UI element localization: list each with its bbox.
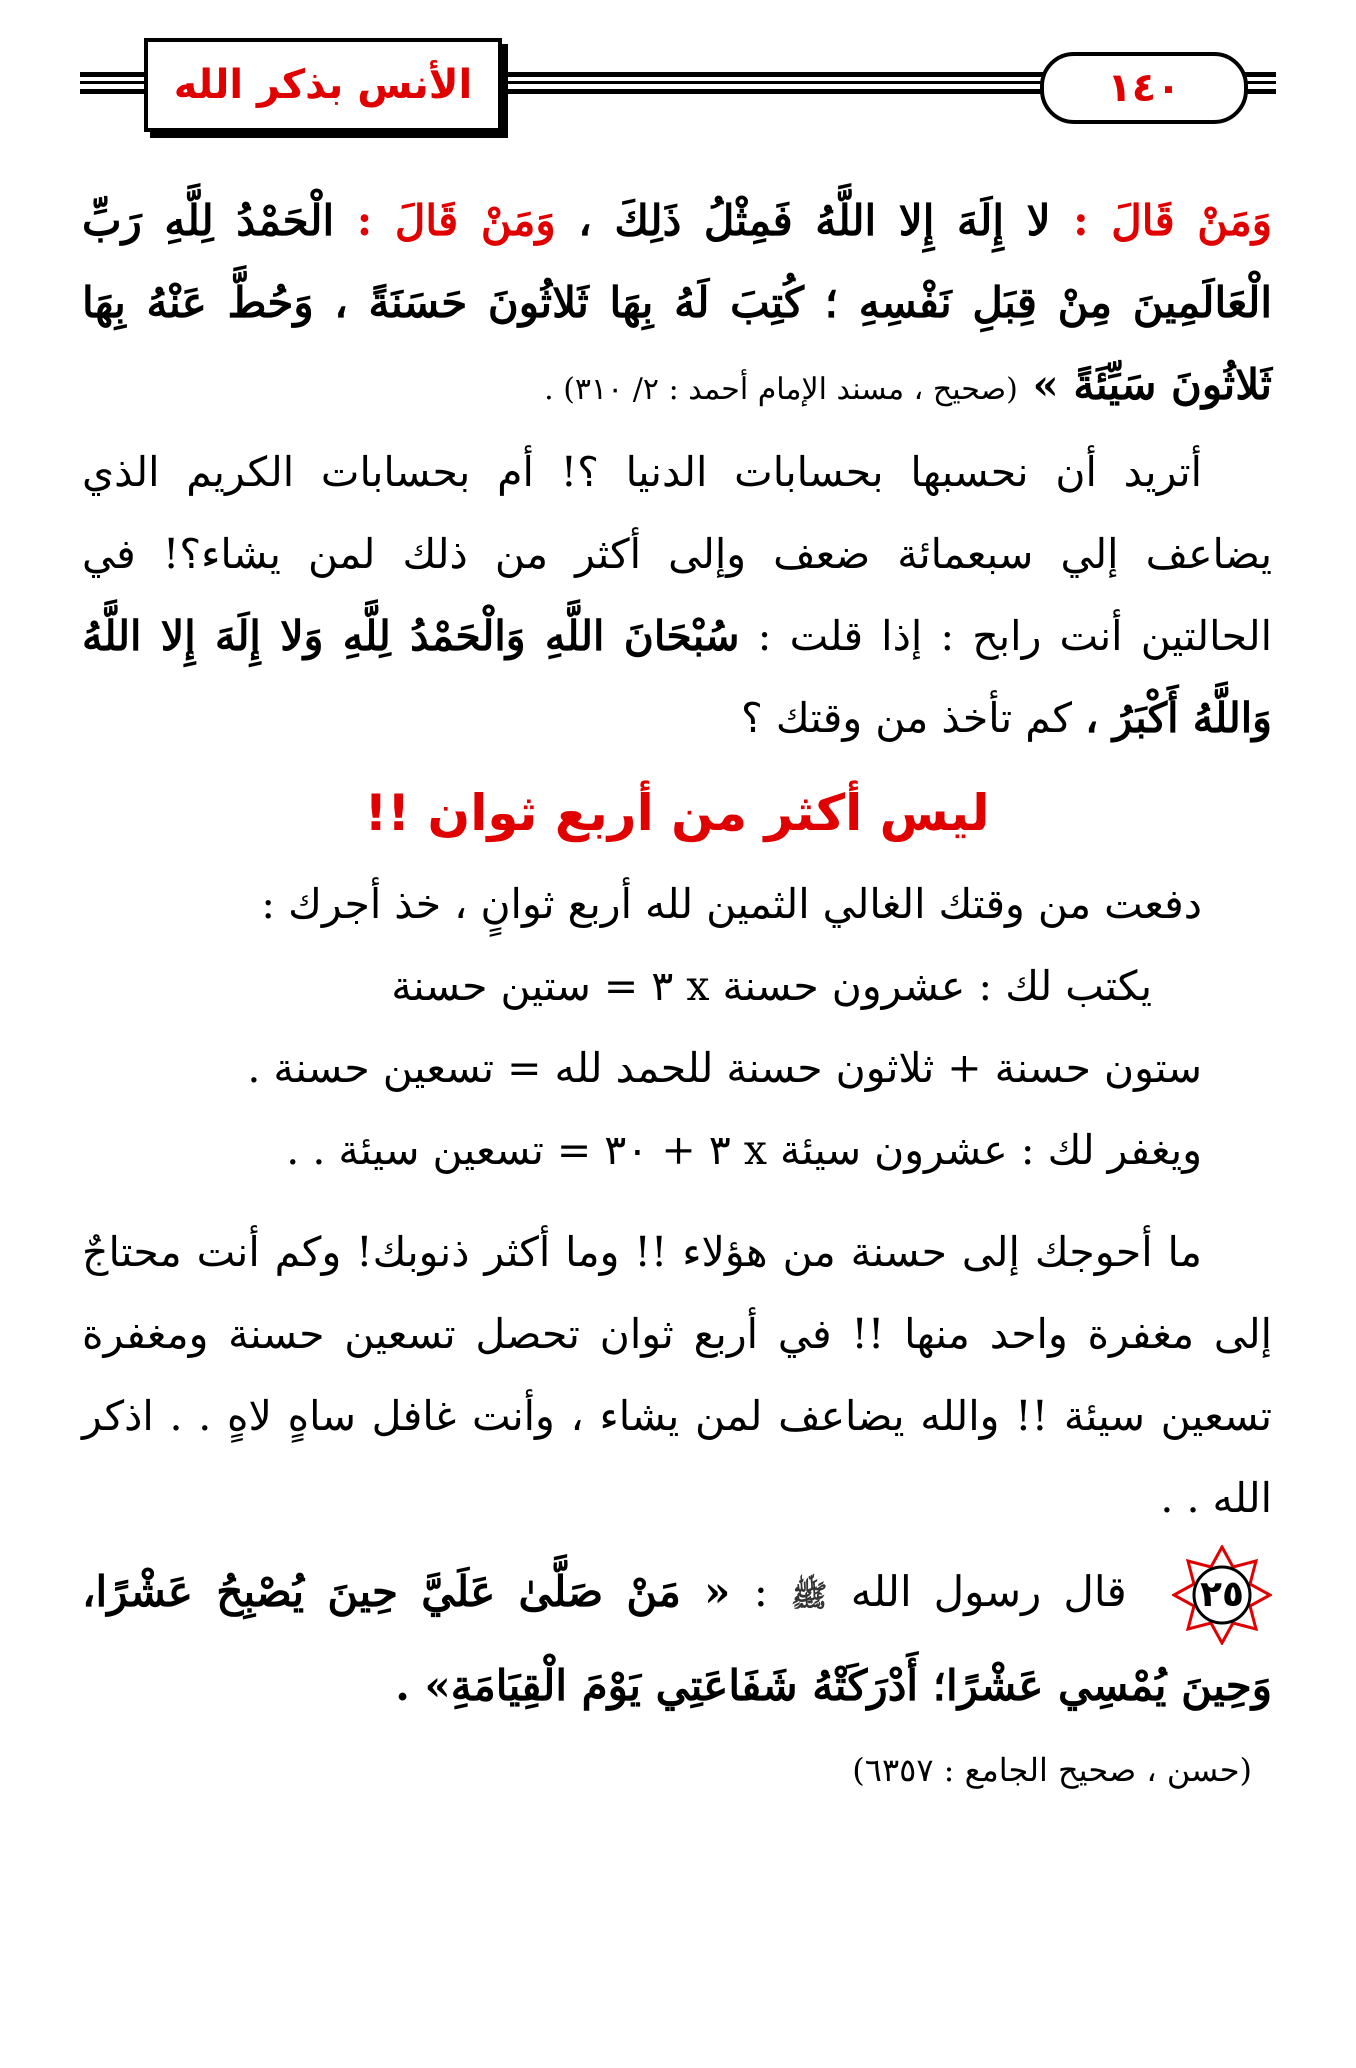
page-content [82,180,1272,1805]
hadith-number: ٢٥ [1200,1574,1244,1615]
reward-line: ستون حسنة + ثلاثون حسنة للحمد لله = تسعين حسنة . [247,1044,1202,1092]
hadith-reference: (صحيح ، مسند الإمام أحمد : ٢/ ٣١٠) . [544,372,1018,407]
paragraph-reflection: ما أحوجك إلى حسنة من هؤلاء !! وما أكثر ذنوبك! وكم أنت محتاجٌ إلى مغفرة واحد منها !! في أربع ثوان تحصل تسعين حسنة ومغفرة تسعين سيئة !! والله يضاعف لمن يشاء ، وأنت غافل ساهٍ لاهٍ . . اذكر الله . . [82,1228,1272,1522]
section-subtitle: ليس أكثر من أربع ثوان !! [364,784,990,842]
hadith-continuation [82,180,1272,431]
chapter-title: الأنس بذكر الله [144,38,502,132]
hadith-colon: : [753,1567,768,1616]
hadith-25 [82,1545,1272,1727]
quote-text: لا إِلَهَ إِلا اللَّهُ فَمِثْلُ ذَلِكَ ، [578,196,1051,245]
quote-word: وَمَنْ قَالَ : [356,196,556,245]
quote-text: الْحَمْدُ لِلَّهِ رَبِّ الْعَالَمِينَ مِنْ قِبَلِ نَفْسِهِ ؛ كُتِبَ لَهُ بِهَا ثَلاثُونَ حَسَنَةً ، وَحُطَّ عَنْهُ بِهَا ثَلاثُونَ سَيِّئَةً » [82,196,1272,409]
reward-line: يكتب لك : عشرون حسنة x ٣ = ستين حسنة [391,962,1152,1010]
quote-word: وَمَنْ قَالَ : [1073,196,1273,245]
pbuh-glyph: ﷺ [791,1579,828,1614]
paragraph-text: أتريد أن نحسبها بحسابات الدنيا ؟! أم بحسابات الكريم الذي يضاعف إلي سبعمائة ضعف وإلى أكثر من ذلك لمن يشاء؟! في الحالتين أنت رابح : إذا قلت : [82,448,1272,660]
hadith-source: (حسن ، صحيح الجامع : ٦٣٥٧) [852,1751,1252,1789]
paragraph-calculation [82,431,1272,759]
page-header [80,38,1276,130]
reward-line: دفعت من وقتك الغالي الثمين لله أربع ثوانٍ ، خذ أجرك : [261,880,1202,928]
hadith-text: « مَنْ صَلَّىٰ عَلَيَّ حِينَ يُصْبِحُ عَشْرًا، وَحِينَ يُمْسِي عَشْرًا؛ أَدْرَكَتْهُ شَفَاعَتِي يَوْمَ الْقِيَامَةِ» . [82,1567,1272,1710]
dhikr-text: سُبْحَانَ اللَّهِ وَالْحَمْدُ لِلَّهِ وَلا إِلَهَ إِلا اللَّهُ وَاللَّهُ أَكْبَرُ ، [82,612,1272,742]
hadith-number-badge [1172,1545,1272,1645]
hadith-intro: قال رسول الله [850,1567,1127,1616]
reward-line: ويغفر لك : عشرون سيئة x ٣ + ٣٠ = تسعين سيئة . . [286,1126,1202,1174]
paragraph-text: كم تأخذ من وقتك ؟ [741,694,1073,742]
page-number: ١٤٠ [1040,52,1248,124]
